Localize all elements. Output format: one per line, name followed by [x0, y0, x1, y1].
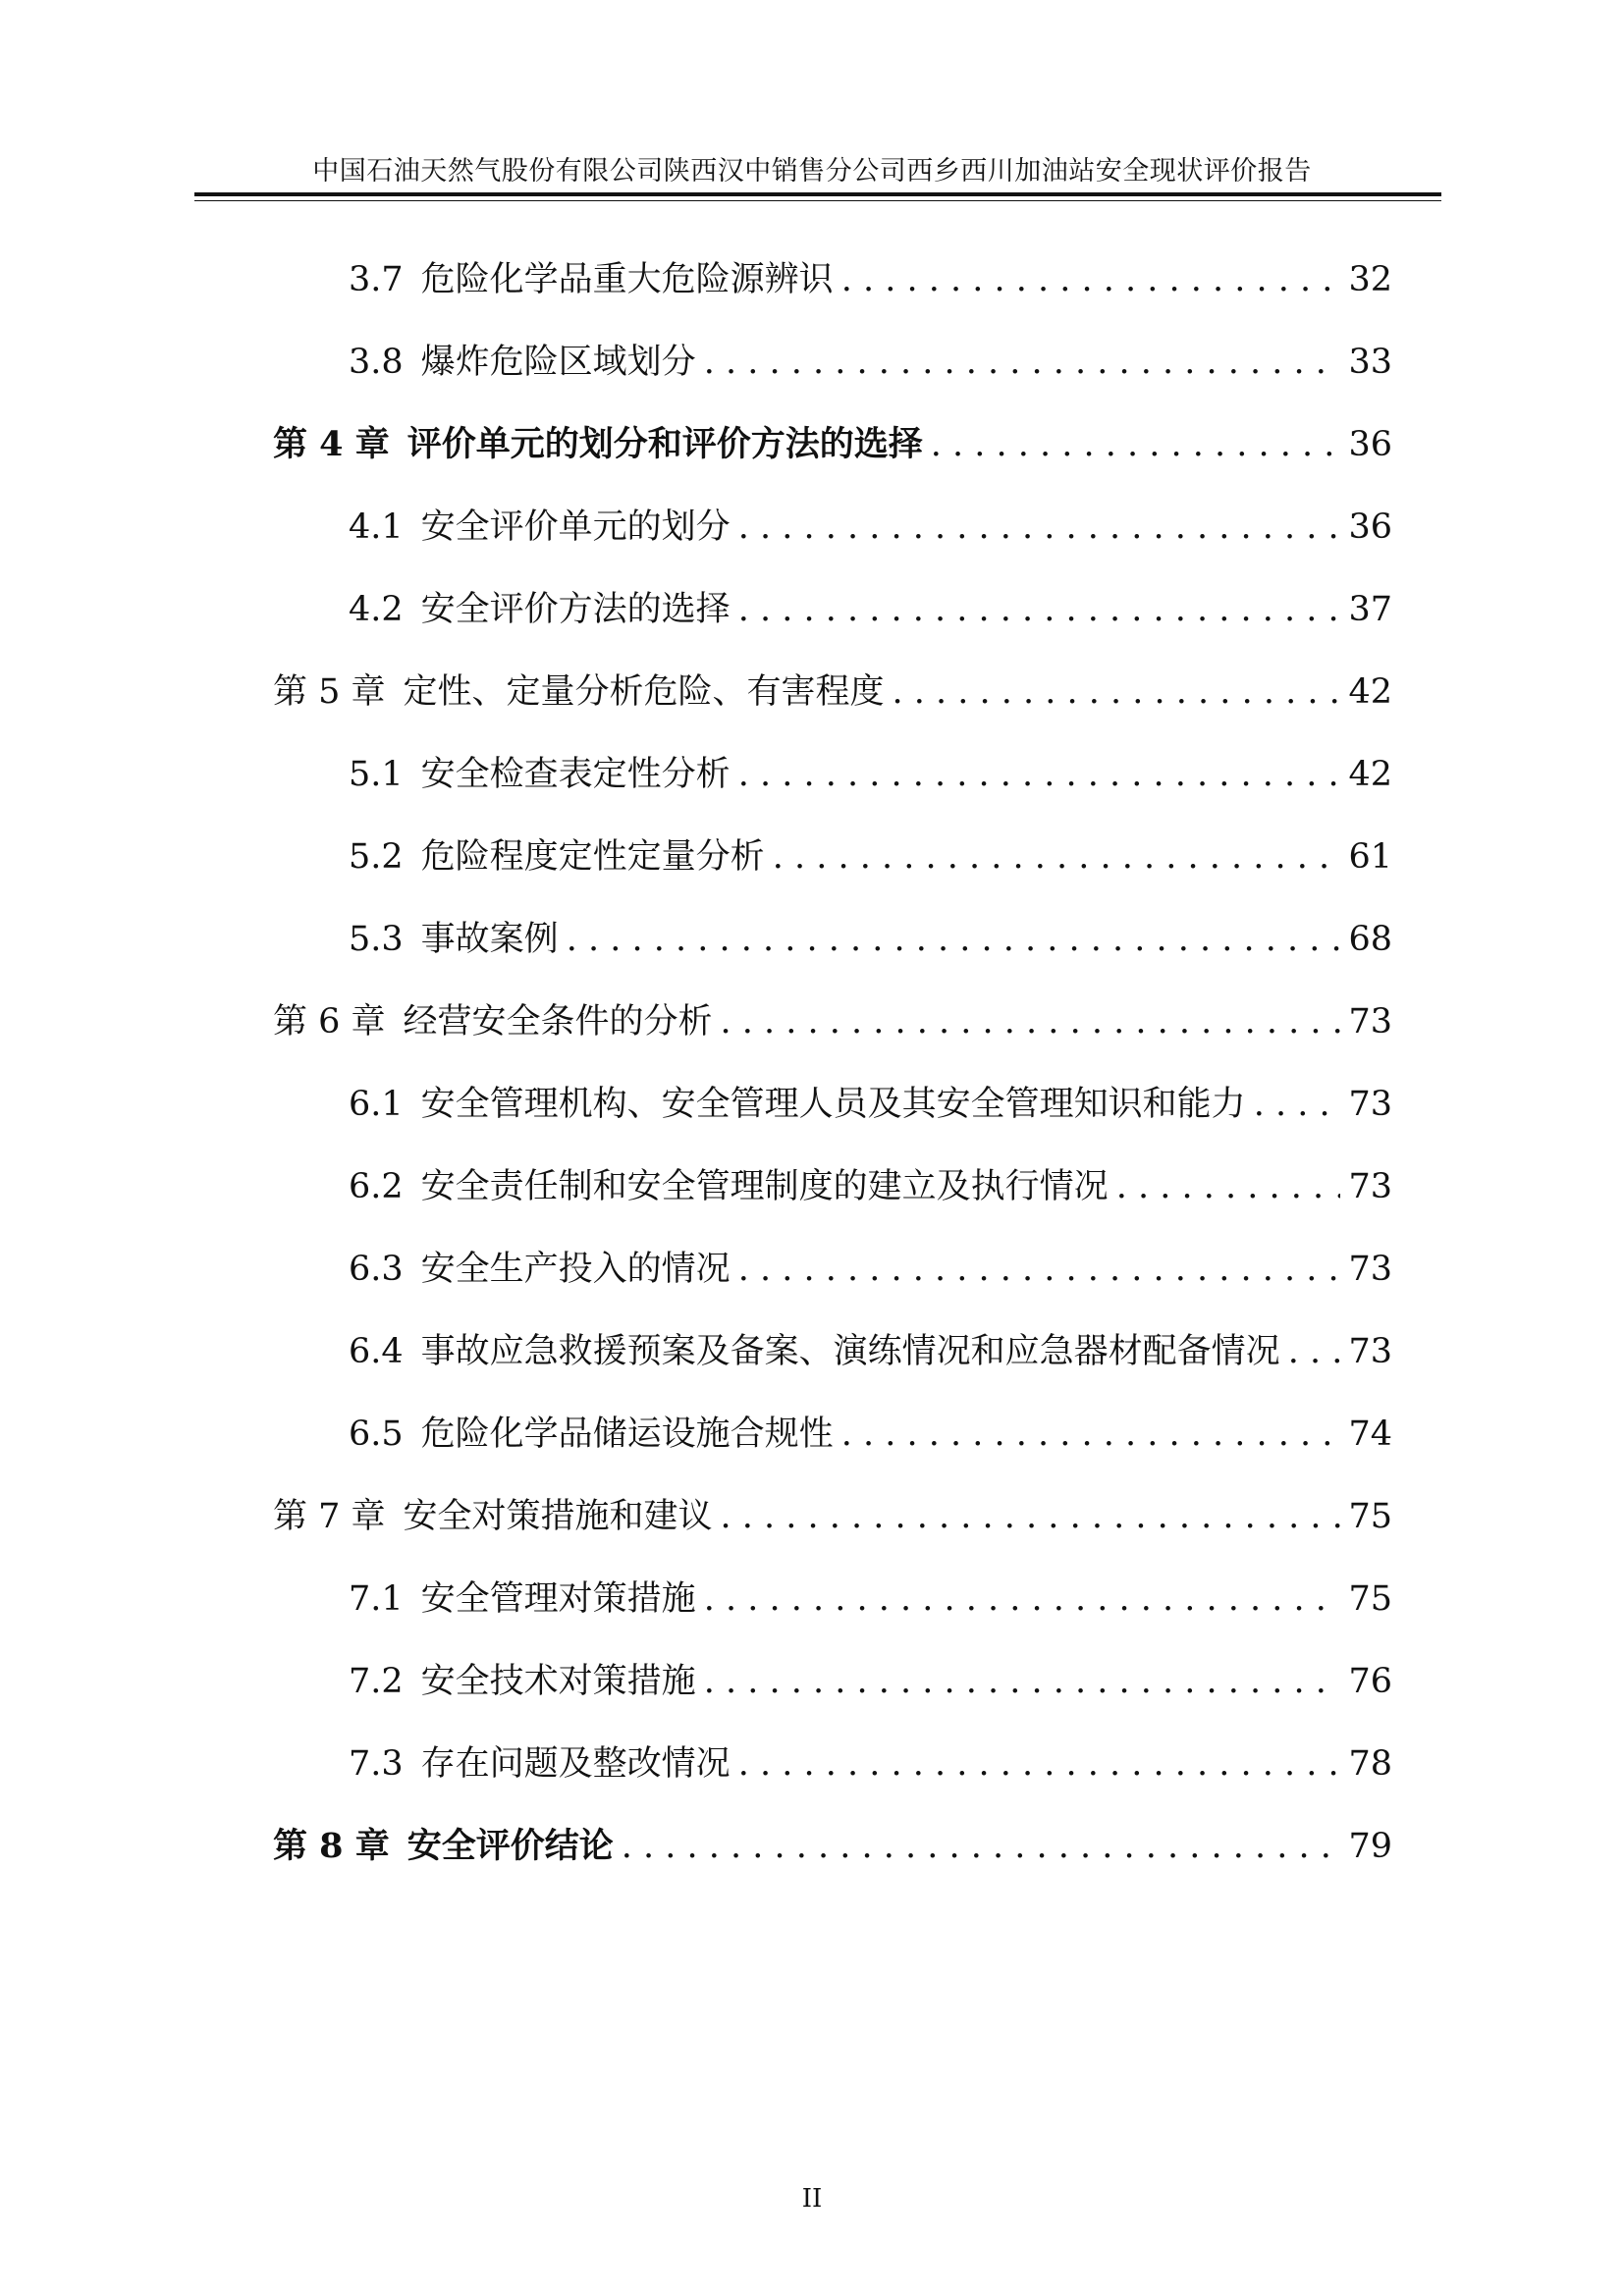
toc-entry-title: 安全评价方法的选择: [420, 590, 731, 629]
toc-entry-number: 第 8 章: [273, 1826, 390, 1866]
toc-entry-number: 5.1: [349, 755, 404, 794]
toc-entry[interactable]: [349, 335, 1392, 390]
toc-dot-leader: [773, 829, 1341, 884]
toc-entry-number: 第 5 章: [273, 672, 386, 712]
toc-entry[interactable]: [349, 1654, 1392, 1709]
toc-entry[interactable]: [349, 912, 1392, 967]
toc-entry-page: 42: [1348, 672, 1392, 712]
toc-entry[interactable]: [273, 417, 1392, 472]
toc-entry-page: 73: [1348, 1167, 1392, 1206]
toc-dot-leader: [704, 1654, 1341, 1709]
toc-entry-title: 危险化学品储运设施合规性: [420, 1415, 834, 1454]
toc-entry[interactable]: [349, 1736, 1392, 1791]
toc-entry-number: 3.7: [349, 260, 404, 299]
toc-entry-number: 4.2: [349, 590, 404, 629]
toc-entry-title: 安全技术对策措施: [420, 1662, 696, 1701]
toc-entry-page: 73: [1348, 1332, 1392, 1371]
toc-dot-leader: [893, 665, 1341, 720]
toc-entry-title: 安全生产投入的情况: [420, 1250, 731, 1289]
toc-dot-leader: [738, 1242, 1341, 1297]
toc-dot-leader: [1116, 1159, 1341, 1214]
toc-entry-title: 事故应急救援预案及备案、演练情况和应急器材配备情况: [420, 1332, 1280, 1371]
toc-entry-title: 存在问题及整改情况: [420, 1744, 731, 1784]
toc-entry-title: 爆炸危险区域划分: [420, 343, 696, 382]
toc-entry-page: 32: [1348, 260, 1392, 299]
toc-entry[interactable]: [273, 1819, 1392, 1874]
toc-entry-title: 危险化学品重大危险源辨识: [420, 260, 834, 299]
toc-dot-leader: [622, 1819, 1341, 1874]
toc-entry-page: 75: [1348, 1497, 1392, 1536]
toc-entry-page: 78: [1348, 1744, 1392, 1784]
toc-entry-title: 安全管理对策措施: [420, 1579, 696, 1619]
toc-dot-leader: [721, 994, 1341, 1049]
toc-entry-number: 6.2: [349, 1167, 404, 1206]
toc-entry-page: 68: [1348, 920, 1392, 959]
toc-entry-page: 73: [1348, 1250, 1392, 1289]
toc-entry-title: 安全评价结论: [406, 1826, 614, 1866]
toc-entry-title: 经营安全条件的分析: [403, 1002, 713, 1041]
toc-dot-leader: [738, 500, 1341, 555]
toc-entry-title: 安全管理机构、安全管理人员及其安全管理知识和能力: [420, 1085, 1246, 1124]
toc-entry-page: 75: [1348, 1579, 1392, 1619]
page-number: II: [801, 2184, 823, 2214]
toc-entry-page: 42: [1348, 755, 1392, 794]
toc-entry[interactable]: [349, 1242, 1392, 1297]
toc-entry[interactable]: [349, 829, 1392, 884]
toc-entry-page: 74: [1348, 1415, 1392, 1454]
toc-entry-number: 6.1: [349, 1085, 404, 1124]
toc-entry-title: 安全责任制和安全管理制度的建立及执行情况: [420, 1167, 1109, 1206]
toc-dot-leader: [738, 747, 1341, 802]
toc-entry-number: 3.8: [349, 343, 404, 382]
toc-entry-number: 7.2: [349, 1662, 404, 1701]
toc-entry-page: 76: [1348, 1662, 1392, 1701]
toc-entry-number: 第 7 章: [273, 1497, 386, 1536]
toc-dot-leader: [567, 912, 1341, 967]
toc-entry-title: 安全评价单元的划分: [420, 507, 731, 547]
document-title: 中国石油天然气股份有限公司陕西汉中销售分公司西乡西川加油站安全现状评价报告: [312, 156, 1312, 187]
toc-dot-leader: [1288, 1324, 1341, 1379]
toc-entry[interactable]: [273, 1489, 1392, 1544]
toc-entry[interactable]: [349, 500, 1392, 555]
toc-entry-title: 评价单元的划分和评价方法的选择: [406, 424, 923, 464]
toc-dot-leader: [704, 335, 1341, 390]
toc-dot-leader: [704, 1572, 1341, 1627]
toc-dot-leader: [738, 582, 1341, 637]
toc-entry[interactable]: [349, 1159, 1392, 1214]
toc-entry-number: 6.3: [349, 1250, 404, 1289]
toc-dot-leader: [841, 252, 1341, 307]
toc-entry[interactable]: [273, 994, 1392, 1049]
toc-entry-number: 6.5: [349, 1415, 404, 1454]
toc-dot-leader: [931, 417, 1341, 472]
toc-entry-title: 安全对策措施和建议: [403, 1497, 713, 1536]
toc-entry[interactable]: [349, 1324, 1392, 1379]
toc-entry-number: 4.1: [349, 507, 404, 547]
toc-entry-page: 73: [1348, 1085, 1392, 1124]
toc-entry-number: 6.4: [349, 1332, 404, 1371]
toc-entry-title: 危险程度定性定量分析: [420, 837, 765, 877]
toc-dot-leader: [721, 1489, 1341, 1544]
toc-entry-number: 第 6 章: [273, 1002, 386, 1041]
toc-entry-page: 37: [1348, 590, 1392, 629]
toc-entry-title: 安全检查表定性分析: [420, 755, 731, 794]
toc-entry-page: 61: [1348, 837, 1392, 877]
toc-dot-leader: [738, 1736, 1341, 1791]
toc-entry[interactable]: [349, 747, 1392, 802]
toc-entry-number: 7.1: [349, 1579, 404, 1619]
toc-entry[interactable]: [349, 582, 1392, 637]
toc-entry-number: 5.3: [349, 920, 404, 959]
toc-entry[interactable]: [273, 665, 1392, 720]
toc-entry-number: 7.3: [349, 1744, 404, 1784]
toc-entry-page: 33: [1348, 343, 1392, 382]
toc-entry-page: 79: [1348, 1827, 1392, 1866]
toc-entry[interactable]: [349, 1572, 1392, 1627]
toc-entry-title: 事故案例: [420, 920, 559, 959]
toc-entry-number: 第 4 章: [273, 424, 390, 464]
toc-entry[interactable]: [349, 252, 1392, 307]
toc-entry[interactable]: [349, 1407, 1392, 1462]
toc-dot-leader: [841, 1407, 1341, 1462]
toc-entry-page: 36: [1348, 507, 1392, 547]
header-rule-thick: [194, 192, 1441, 196]
toc-entry-page: 73: [1348, 1002, 1392, 1041]
toc-dot-leader: [1254, 1077, 1341, 1132]
toc-entry-number: 5.2: [349, 837, 404, 877]
header-rule-thin: [194, 200, 1441, 201]
toc-entry-page: 36: [1348, 425, 1392, 464]
toc-entry[interactable]: [349, 1077, 1392, 1132]
toc-entry-title: 定性、定量分析危险、有害程度: [403, 672, 885, 712]
